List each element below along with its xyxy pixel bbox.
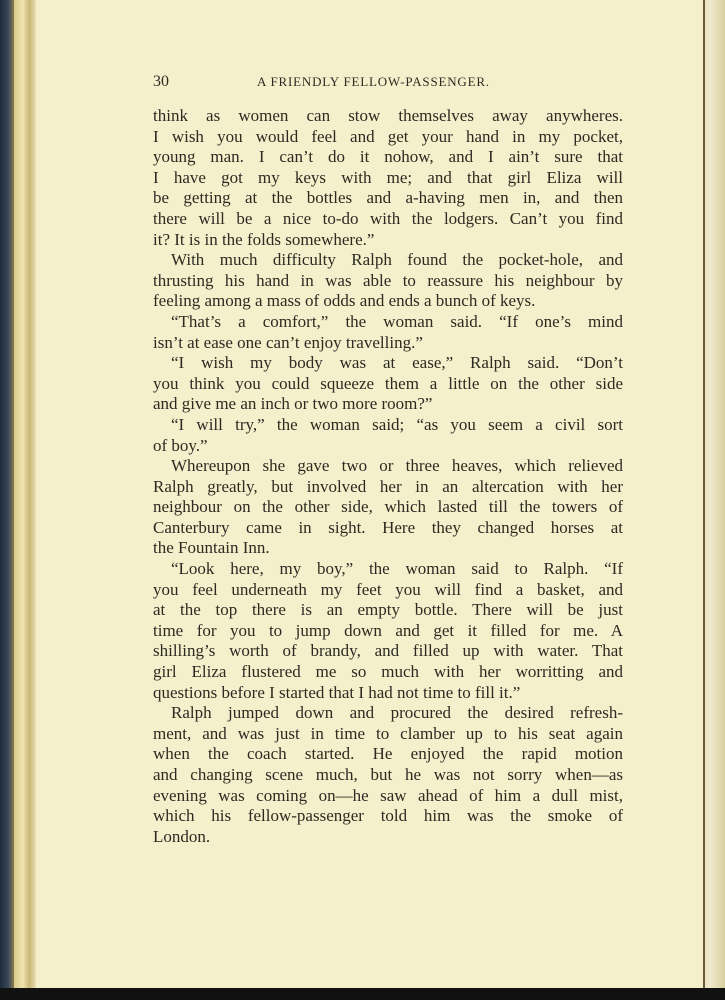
text-line: isn’t at ease one can’t enjoy travelling.” [153, 332, 423, 352]
text-line: which his fellow-passenger told him was the smoke of [153, 806, 623, 826]
text-line: time for you to jump down and get it filled for me. A [153, 620, 623, 640]
text-line: I have got my keys with me; and that girl Eliza will [153, 167, 623, 187]
text-line: you feel underneath my feet you will find a basket, and [153, 579, 623, 599]
text-line: Ralph jumped down and procured the desired refresh- [171, 703, 623, 723]
running-title: A FRIENDLY FELLOW-PASSENGER. [257, 74, 490, 89]
book-binding [0, 0, 14, 1000]
text-line: girl Eliza flustered me so much with her worritting and [153, 662, 623, 682]
text-line: it? It is in the folds somewhere.” [153, 229, 375, 249]
text-line: “That’s a comfort,” the woman said. “If one’s mind [171, 311, 623, 331]
body-text [153, 106, 623, 847]
text-line: you think you could squeeze them a little on the other side [153, 373, 623, 393]
text-line: Canterbury came in sight. Here they changed horses at [153, 517, 623, 537]
text-line: when the coach started. He enjoyed the rapid motion [153, 744, 623, 764]
page-border-right [703, 0, 705, 990]
scan-bottom-border [0, 988, 725, 1000]
text-line: evening was coming on—he saw ahead of him a dull mist, [153, 785, 623, 805]
text-line: Ralph greatly, but involved her in an altercation with her [153, 476, 623, 496]
text-line: London. [153, 826, 211, 846]
text-line: of boy.” [153, 435, 208, 455]
text-line: “I will try,” the woman said; “as you seem a civil sort [171, 414, 623, 434]
page-number: 30 [153, 73, 169, 90]
text-line: young man. I can’t do it nohow, and I ain’t sure that [153, 147, 623, 167]
page-header [153, 73, 623, 95]
text-line: “Look here, my boy,” the woman said to Ralph. “If [171, 559, 623, 579]
text-line: at the top there is an empty bottle. There will be just [153, 600, 623, 620]
text-line: shilling’s worth of brandy, and filled up with water. That [153, 641, 623, 661]
text-line: ment, and was just in time to clamber up to his seat again [153, 723, 623, 743]
text-line: and give me an inch or two more room?” [153, 394, 433, 414]
text-line: I wish you would feel and get your hand in my pocket, [153, 126, 623, 146]
text-line: and changing scene much, but he was not sorry when—as [153, 765, 623, 784]
page-edges-left [14, 0, 36, 1000]
text-line: there will be a nice to-do with the lodgers. Can’t you find [153, 208, 623, 228]
text-line: With much difficulty Ralph found the pocket-hole, and [171, 250, 623, 270]
page-edges-right [703, 0, 725, 1000]
text-line: neighbour on the other side, which lasted till the towers of [153, 497, 623, 517]
text-line: Whereupon she gave two or three heaves, which relieved [171, 456, 623, 476]
text-line: be getting at the bottles and a-having men in, and then [153, 188, 623, 208]
text-line: thrusting his hand in was able to reassure his neighbour by [153, 270, 623, 290]
text-line: questions before I started that I had not time to fill it.” [153, 682, 521, 702]
text-line: feeling among a mass of odds and ends a bunch of keys. [153, 291, 536, 311]
text-line: “I wish my body was at ease,” Ralph said. “Don’t [171, 353, 623, 373]
text-line: the Fountain Inn. [153, 538, 270, 558]
text-line: think as women can stow themselves away anywheres. [153, 106, 623, 125]
